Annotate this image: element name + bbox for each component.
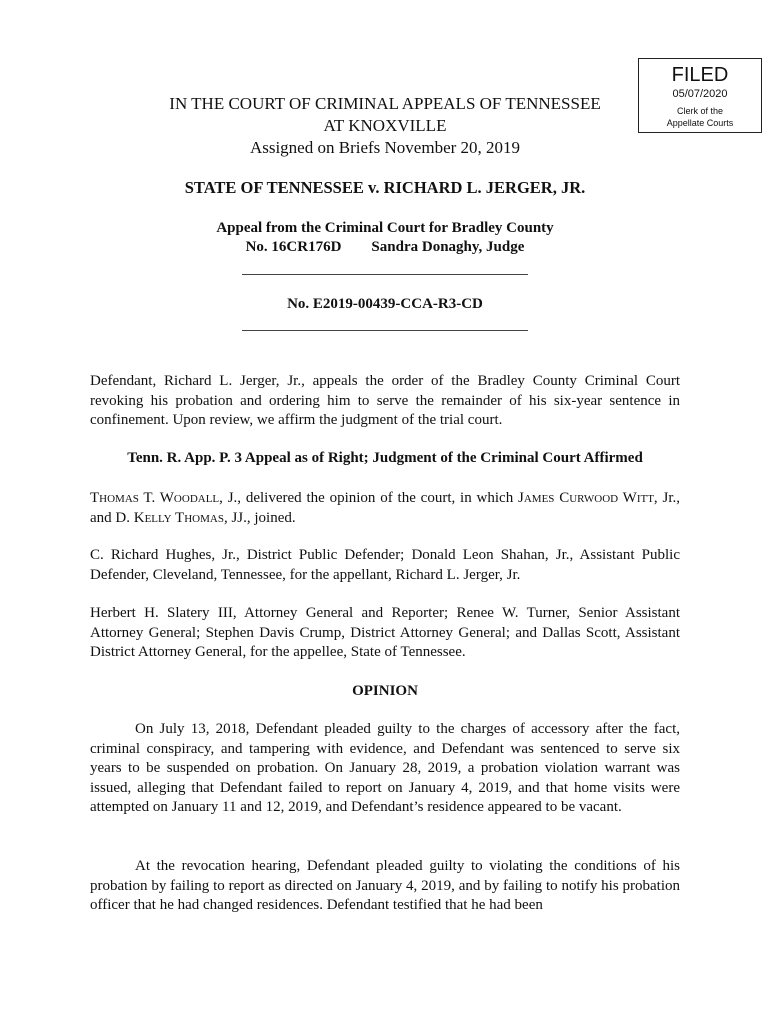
divider-rule <box>242 330 528 331</box>
joining-judge: James Curwood Witt <box>518 490 654 506</box>
appeal-from-case: No. 16CR176D Sandra Donaghy, Judge <box>245 239 525 255</box>
appeal-from <box>90 219 680 257</box>
filed-stamp-clerk-line2: Appellate Courts <box>666 118 734 128</box>
filed-stamp-date: 05/07/2020 <box>672 88 728 100</box>
appeal-from-court: Appeal from the Criminal Court for Bradley County <box>216 220 554 236</box>
authorship-text: , J., delivered the opinion of the court, in which <box>219 490 519 506</box>
opinion-heading: OPINION <box>352 683 418 699</box>
appellant-counsel: C. Richard Hughes, Jr., District Public Defender; Donald Leon Shahan, Jr., Assistant Public Defender, Cleveland, Tennessee, for the appellant, Richard L. Jerger, Jr. <box>90 547 680 583</box>
opinion-paragraph: At the revocation hearing, Defendant pleaded guilty to violating the conditions of his probation by failing to report as directed on January 4, 2019, and by failing to notify his probation officer that he had changed residences. Defendant testified that he had been <box>90 858 680 914</box>
court-name: IN THE COURT OF CRIMINAL APPEALS OF TENNESSEE <box>169 94 601 113</box>
authoring-judge: Thomas T. Woodall <box>90 490 220 506</box>
docket-number: No. E2019-00439-CCA-R3-CD <box>287 296 483 312</box>
authorship-text: , Jr., and D. <box>90 490 680 526</box>
holding-line: Tenn. R. App. P. 3 Appeal as of Right; Judgment of the Criminal Court Affirmed <box>127 450 643 466</box>
authorship-text: , JJ., joined. <box>223 509 296 526</box>
court-header <box>90 93 680 159</box>
filed-stamp-clerk-line1: Clerk of the <box>676 106 724 116</box>
case-caption: STATE OF TENNESSEE v. RICHARD L. JERGER, JR. <box>184 178 586 197</box>
divider-rule <box>242 274 528 275</box>
assigned-date: Assigned on Briefs November 20, 2019 <box>249 138 521 157</box>
court-location: AT KNOXVILLE <box>323 116 447 135</box>
filed-stamp-title: FILED <box>671 64 729 86</box>
authorship-paragraph <box>90 489 680 528</box>
opinion-paragraph: On July 13, 2018, Defendant pleaded guilty to the charges of accessory after the fact, criminal conspiracy, and tampering with evidence, and Defendant was sentenced to serve six years to be suspended on probation. On January 28, 2019, a probation violation warrant was issued, alleging that Defendant failed to report on January 4, 2019, and that home visits were attempted on January 11 and 12, 2019, and Defendant’s residence appeared to be vacant. <box>90 721 680 816</box>
joining-judge: Kelly Thomas <box>133 509 224 526</box>
summary-paragraph: Defendant, Richard L. Jerger, Jr., appeals the order of the Bradley County Criminal Court revoking his probation and ordering him to serve the remainder of his six-year sentence in confinement. Upon review, we affirm the judgment of the trial court. <box>90 373 680 429</box>
appellee-counsel: Herbert H. Slatery III, Attorney General and Reporter; Renee W. Turner, Senior Assistant Attorney General; Stephen Davis Crump, District Attorney General; and Dallas Scott, Assistant District Attorney General, for the appellee, State of Tennessee. <box>90 605 680 661</box>
